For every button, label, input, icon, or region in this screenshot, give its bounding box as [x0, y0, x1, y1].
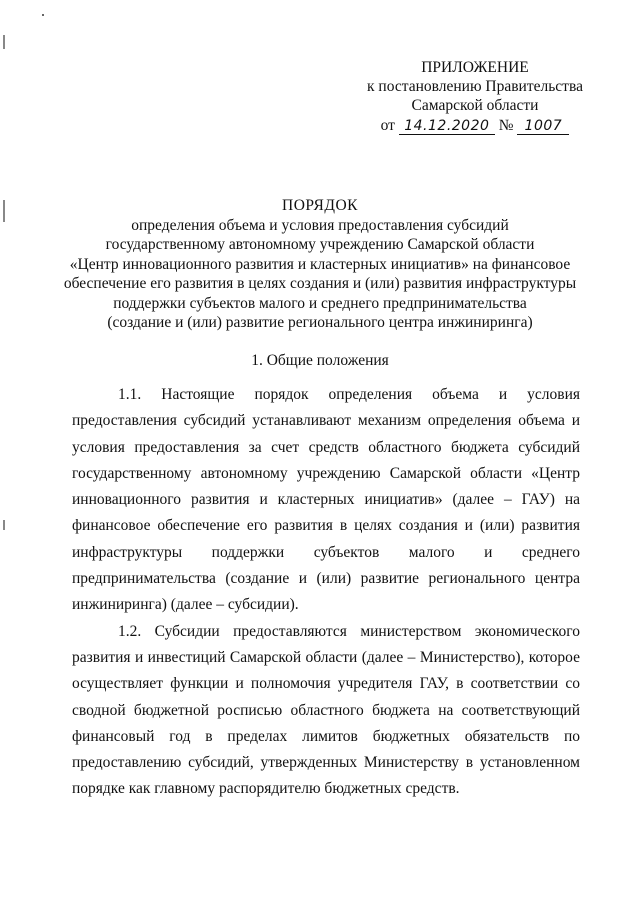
- title-line: государственному автономному учреждению Самарской области: [105, 236, 535, 253]
- paragraph-1-1: 1.1. Настоящие порядок определения объема и условия предоставления субсидий устанавливают механизм определения объема и условия предоставления за счет средств областного бюджета субсидий государственному автономному учреждению Самарской области «Центр инновационного развития и кластерных инициатив» (далее – ГАУ) на финансовое обеспечение его развития в целях создания и (или) развития инфраструктуры поддержки субъектов малого и среднего предпринимательства (создание и (или) развитие регионального центра инжиниринга) (далее – субсидии).: [72, 386, 580, 614]
- scan-artifact: [3, 200, 5, 222]
- title-line: (создание и (или) развитие регионального центра инжиниринга): [107, 314, 533, 331]
- scan-artifact: [3, 35, 5, 49]
- appendix-region: Самарской области: [411, 97, 539, 114]
- appendix-header: [330, 58, 620, 135]
- title-line: определения объема и условия предоставления субсидий: [131, 216, 509, 234]
- document-body: [72, 382, 580, 803]
- appendix-reference: к постановлению Правительства: [367, 78, 583, 95]
- title-line: обеспечение его развития в целях создания и (или) развития инфраструктуры: [63, 275, 577, 292]
- paragraph-1-2: 1.2. Субсидии предоставляются министерством экономического развития и инвестиций Самарской области (далее – Министерство), которое осуществляет функции и полномочия учредителя ГАУ, в соответствии со сводной бюджетной росписью областного бюджета на соответствующий финансовый год в пределах лимитов бюджетных обязательств по предоставлению субсидий, утвержденных Министерству в установленном порядке как главному распорядителю бюджетных средств.: [72, 622, 580, 798]
- handwritten-number: 1007: [517, 118, 569, 135]
- appendix-date-row: [330, 116, 620, 135]
- number-sign: №: [498, 117, 514, 134]
- title-heading: ПОРЯДОК: [282, 197, 358, 214]
- document-title: [40, 196, 600, 333]
- appendix-label: ПРИЛОЖЕНИЕ: [421, 59, 529, 76]
- scan-artifact: [3, 520, 5, 530]
- title-line: поддержки субъектов малого и среднего предпринимательства: [113, 294, 527, 312]
- handwritten-date: 14.12.2020: [399, 118, 495, 135]
- section-heading: 1. Общие положения: [251, 352, 389, 369]
- scan-artifact: [42, 14, 44, 16]
- date-prefix: от: [380, 117, 395, 134]
- title-line: «Центр инновационного развития и кластерных инициатив» на финансовое: [69, 255, 571, 273]
